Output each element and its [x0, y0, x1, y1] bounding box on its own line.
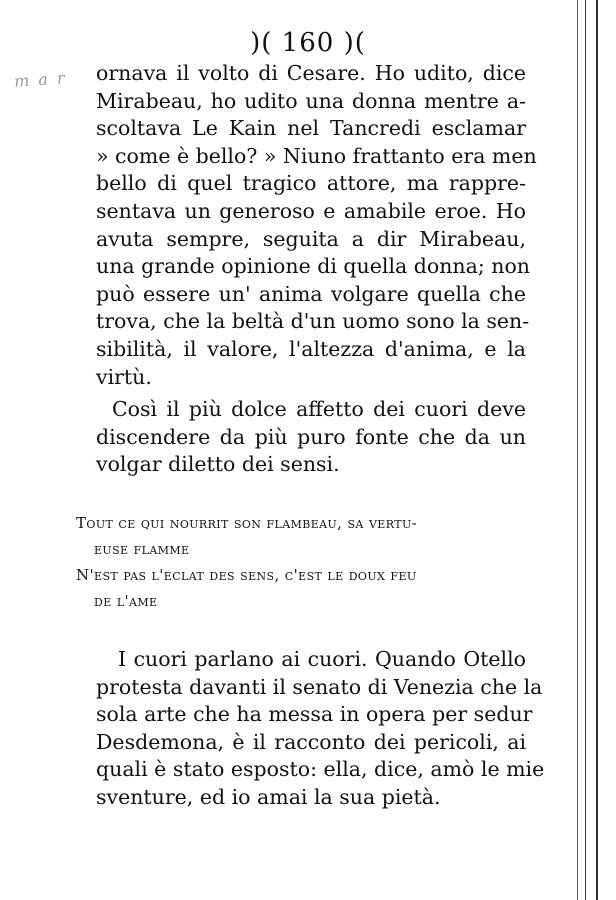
text-line: ornava il volto di Cesare. Ho udito, dice: [96, 61, 526, 85]
text-line: Mirabeau, ho udito una donna mentre a-: [96, 88, 526, 113]
verse-line: euse flamme: [94, 540, 190, 558]
text-line: può essere un' anima volgare quella che: [96, 281, 526, 306]
text-line: Così il più dolce affetto dei cuori deve: [112, 397, 526, 421]
paragraph-1: [96, 60, 537, 391]
paragraph-3: [96, 646, 545, 812]
page-edge-line: [596, 0, 598, 900]
text-line: scoltava Le Kain nel Tancredi esclamar: [96, 116, 526, 141]
french-verse-quote: [76, 510, 526, 614]
text-line: una grande opinione di quella donna; non: [96, 254, 531, 279]
text-line: sola arte che ha messa in opera per sedur: [96, 702, 533, 727]
text-line: quali è stato esposto: ella, dice, amò le mie: [96, 757, 545, 782]
page-number: )( 160 )(: [250, 28, 366, 58]
text-line: volgar diletto dei sensi.: [96, 452, 340, 477]
text-line: sventure, ed io amai la sua pietà.: [96, 784, 441, 809]
verse-line: N'est pas l'eclat des sens, c'est le doux feu: [76, 566, 417, 584]
margin-annotation: m a r: [13, 68, 68, 91]
verse-line: Tout ce qui nourrit son flambeau, sa vertu-: [76, 514, 418, 532]
text-line: bello di quel tragico attore, ma rappre-: [96, 171, 526, 196]
text-line: protesta davanti il senato di Venezia che la: [96, 674, 543, 699]
verse-line: de l'ame: [94, 592, 158, 610]
text-line: trova, che la beltà d'un uomo sono la sen-: [96, 309, 530, 334]
page-edge-line: [577, 0, 578, 900]
text-line: virtù.: [96, 364, 152, 389]
text-line: sibilità, il valore, l'altezza d'anima, e la: [96, 336, 526, 361]
text-line: discendere da più puro fonte che da un: [96, 424, 526, 449]
text-line: I cuori parlano ai cuori. Quando Otello: [118, 647, 526, 671]
page-edge-line: [585, 0, 586, 900]
paragraph-2: [96, 396, 526, 479]
text-line: » come è bello? » Niuno frattanto era men: [96, 143, 537, 168]
text-line: Desdemona, è il racconto dei pericoli, ai: [96, 729, 526, 754]
text-line: avuta sempre, seguita a dir Mirabeau,: [96, 226, 526, 251]
text-line: sentava un generoso e amabile eroe. Ho: [96, 198, 526, 223]
